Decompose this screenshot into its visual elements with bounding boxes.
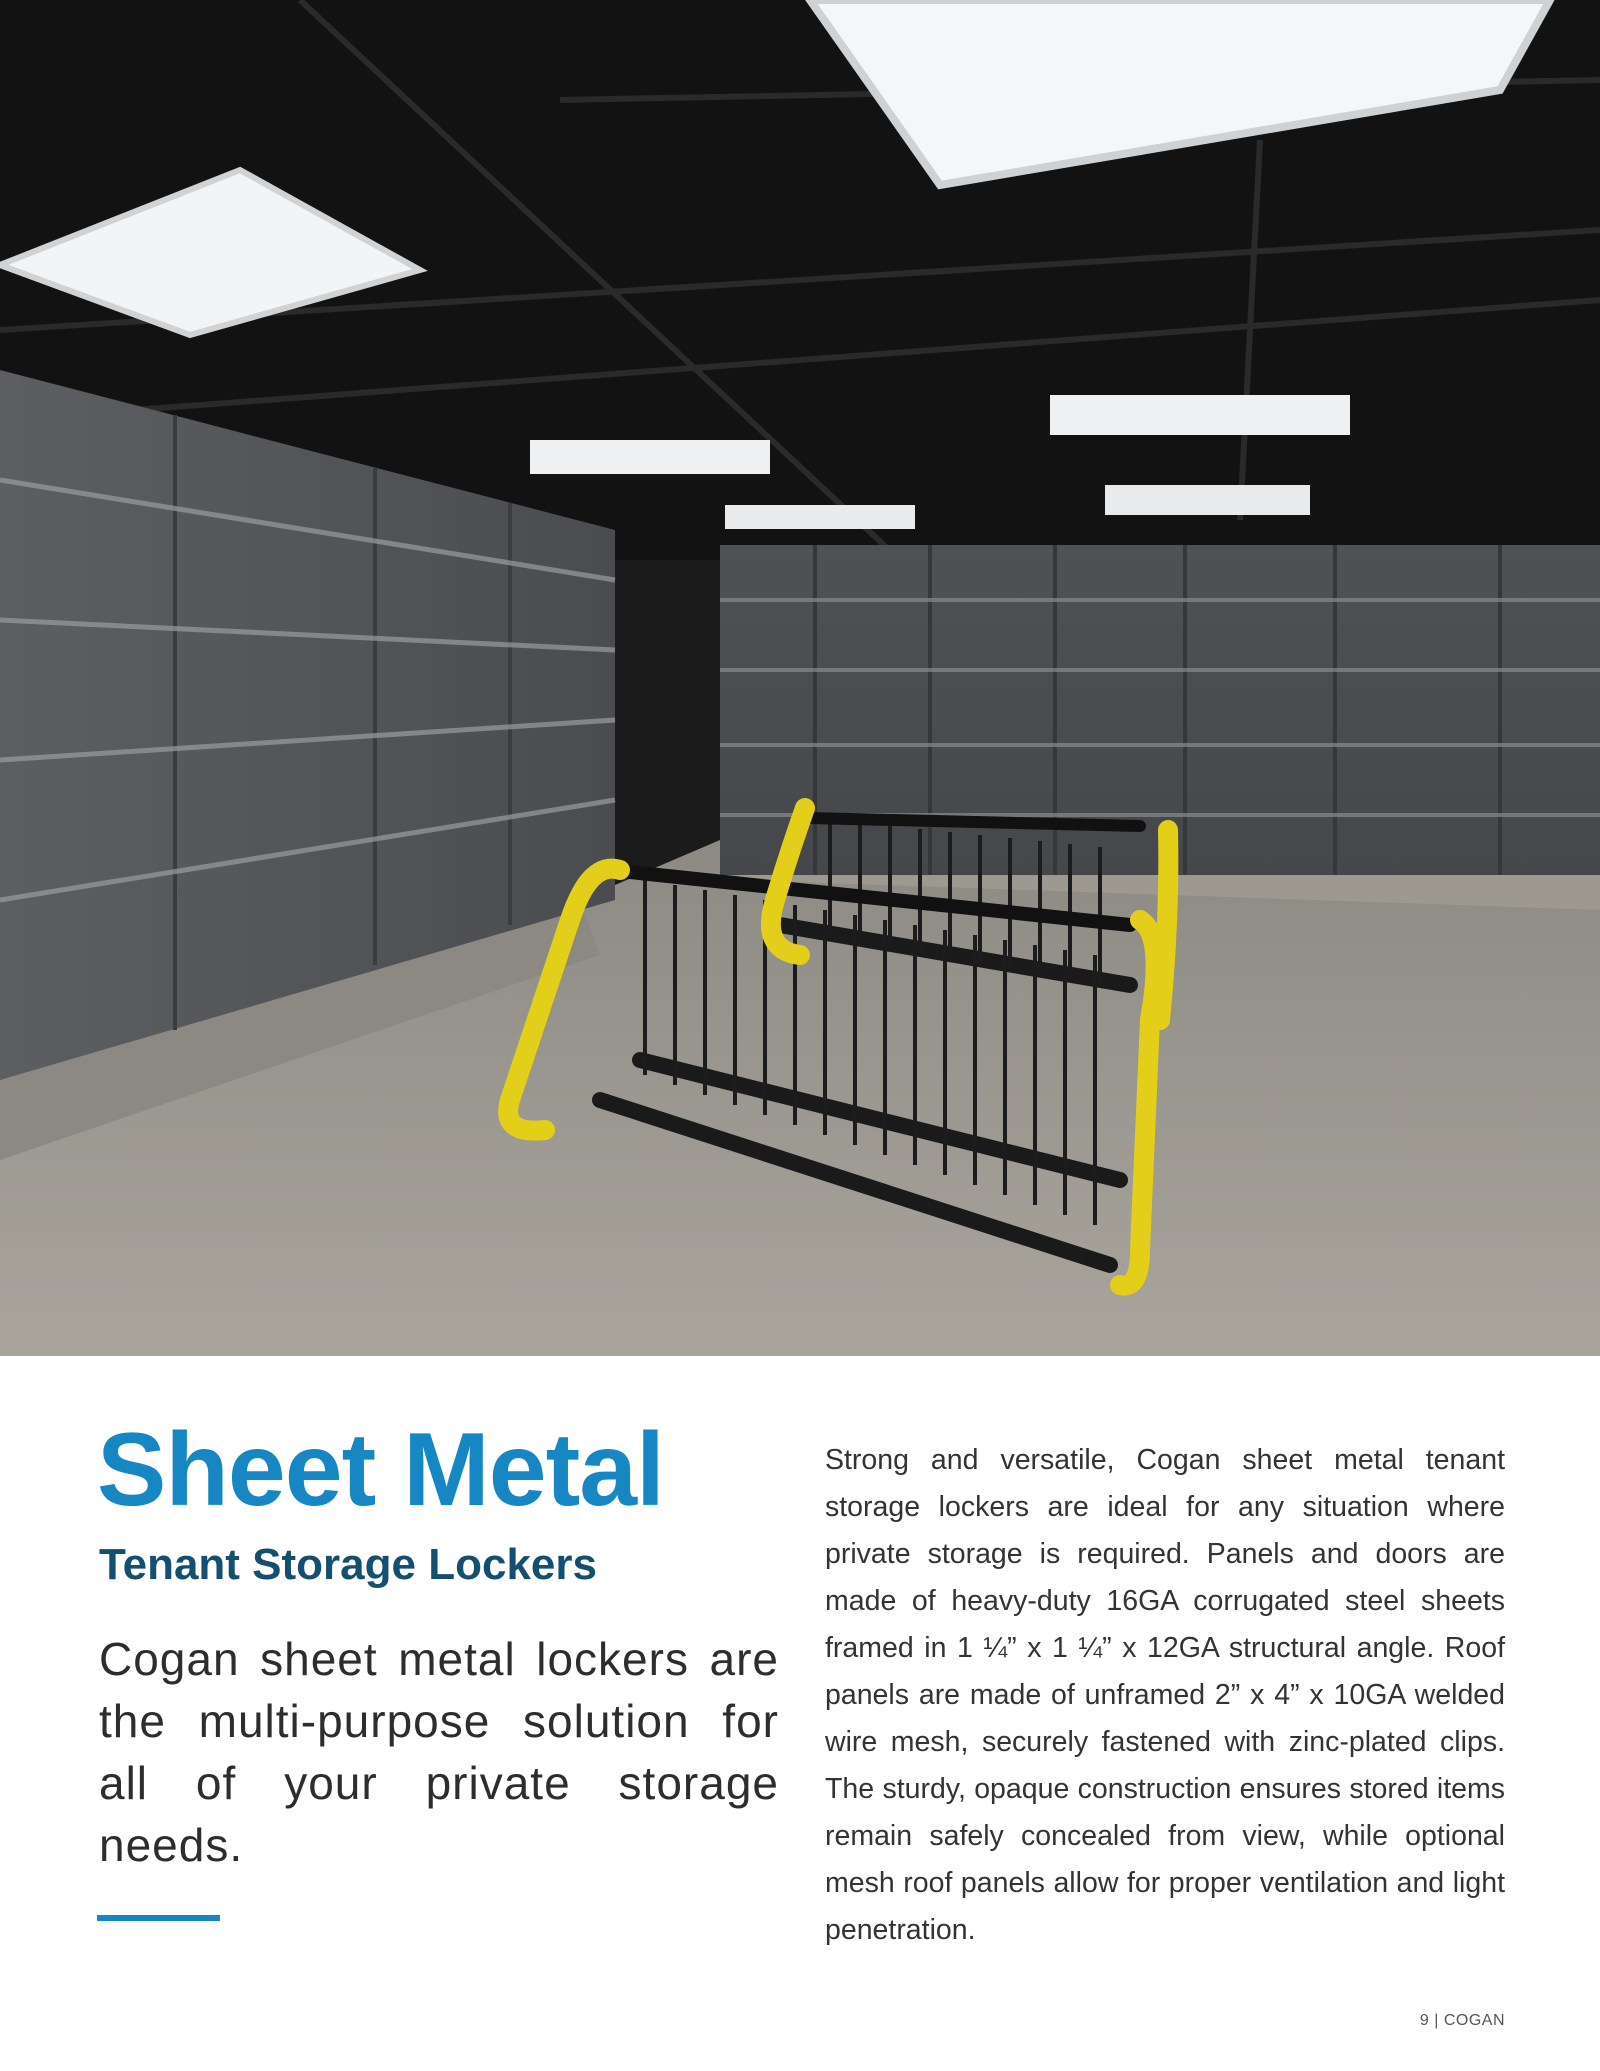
- body-paragraph: Strong and versatile, Cogan sheet metal tenant storage lockers are ideal for any situation where private storage is required. Panels and doors are made of heavy-duty 16GA corrugated steel sheets framed in 1 ¼” x 1 ¼” x 12GA structural angle. Roof panels are made of unframed 2” x 4” x 10GA welded wire mesh, securely fastened with zinc-plated clips. The sturdy, opaque construction ensures stored items remain safely concealed from view, while optional mesh roof panels allow for proper ventilation and light penetration.: [825, 1444, 1505, 1946]
- page-subtitle: Tenant Storage Lockers: [99, 1540, 597, 1589]
- page-title: Sheet Metal: [97, 1412, 664, 1528]
- page-number: 9 | COGAN: [1419, 2012, 1505, 2029]
- accent-rule: [97, 1915, 220, 1921]
- lead-paragraph: Cogan sheet metal lockers are the multi-purpose solution for all of your private storage needs.: [99, 1633, 779, 1871]
